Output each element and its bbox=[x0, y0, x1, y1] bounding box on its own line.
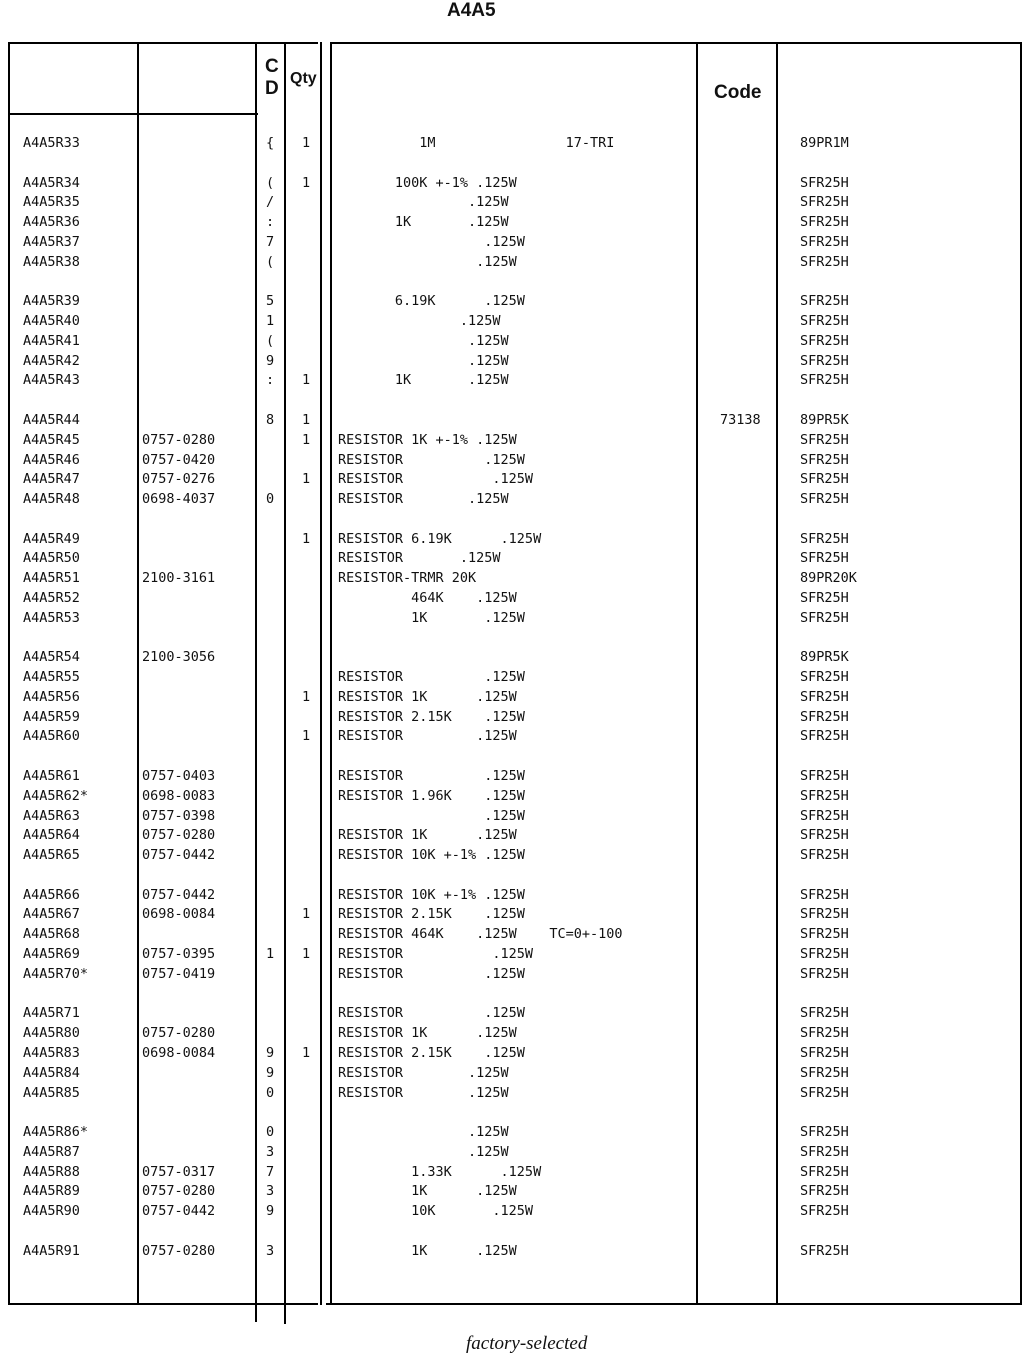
cell-check-digit: 0 bbox=[266, 1085, 275, 1101]
cell-description: RESISTOR .125W bbox=[338, 669, 525, 685]
cell-part-number: 0757-0442 bbox=[142, 847, 216, 863]
cell-mfr-part: SFR25H bbox=[800, 432, 849, 448]
cell-mfr-part: SFR25H bbox=[800, 946, 849, 962]
cell-check-digit: ( bbox=[266, 254, 275, 270]
cell-part-number: 0757-0276 bbox=[142, 471, 216, 487]
cell-mfr-part: SFR25H bbox=[800, 709, 849, 725]
cell-check-digit: 3 bbox=[266, 1183, 275, 1199]
header-d: D bbox=[265, 78, 279, 99]
cell-reference: A4A5R67 bbox=[23, 906, 80, 922]
cell-mfr-part: SFR25H bbox=[800, 333, 849, 349]
cell-qty: 1 bbox=[302, 471, 311, 487]
cell-mfr-part: 89PR20K bbox=[800, 570, 857, 586]
cell-description: .125W bbox=[338, 194, 509, 210]
cell-check-digit: 9 bbox=[266, 1045, 275, 1061]
col-divider bbox=[320, 42, 322, 1305]
cell-reference: A4A5R49 bbox=[23, 531, 80, 547]
cell-mfr-part: SFR25H bbox=[800, 1085, 849, 1101]
cell-description: .125W bbox=[338, 808, 525, 824]
cell-reference: A4A5R50 bbox=[23, 550, 80, 566]
cell-part-number: 0757-0419 bbox=[142, 966, 216, 982]
cell-reference: A4A5R87 bbox=[23, 1144, 80, 1160]
header-c: C bbox=[265, 56, 279, 77]
cell-mfr-part: SFR25H bbox=[800, 1124, 849, 1140]
cell-description: RESISTOR-TRMR 20K bbox=[338, 570, 477, 586]
cell-mfr-part: SFR25H bbox=[800, 1203, 849, 1219]
cell-check-digit: ( bbox=[266, 333, 275, 349]
cell-mfr-part: SFR25H bbox=[800, 1045, 849, 1061]
cell-qty: 1 bbox=[302, 135, 311, 151]
cell-description: RESISTOR .125W bbox=[338, 946, 534, 962]
cell-reference: A4A5R52 bbox=[23, 590, 80, 606]
cell-reference: A4A5R35 bbox=[23, 194, 80, 210]
cell-qty: 1 bbox=[302, 689, 311, 705]
cell-part-number: 0757-0398 bbox=[142, 808, 216, 824]
cell-reference: A4A5R84 bbox=[23, 1065, 80, 1081]
cell-description: .125W bbox=[338, 254, 517, 270]
cell-mfr-part: SFR25H bbox=[800, 471, 849, 487]
cell-reference: A4A5R53 bbox=[23, 610, 80, 626]
col-divider bbox=[137, 42, 139, 1305]
cell-check-digit: { bbox=[266, 135, 275, 151]
cell-description: RESISTOR .125W bbox=[338, 768, 525, 784]
cell-reference: A4A5R69 bbox=[23, 946, 80, 962]
cell-check-digit: 9 bbox=[266, 353, 275, 369]
cell-description: 100K +-1% .125W bbox=[338, 175, 517, 191]
cell-mfr-part: SFR25H bbox=[800, 293, 849, 309]
cell-reference: A4A5R56 bbox=[23, 689, 80, 705]
cell-reference: A4A5R43 bbox=[23, 372, 80, 388]
cell-part-number: 0757-0280 bbox=[142, 827, 216, 843]
col-divider bbox=[284, 42, 286, 1324]
cell-check-digit: : bbox=[266, 372, 275, 388]
table-bottom-rule-right bbox=[326, 1303, 1022, 1305]
cell-mfr-part: SFR25H bbox=[800, 689, 849, 705]
cell-reference: A4A5R88 bbox=[23, 1164, 80, 1180]
cell-reference: A4A5R70* bbox=[23, 966, 89, 982]
cell-description: 1K .125W bbox=[338, 1183, 517, 1199]
cell-check-digit: : bbox=[266, 214, 275, 230]
cell-reference: A4A5R71 bbox=[23, 1005, 80, 1021]
cell-reference: A4A5R62* bbox=[23, 788, 89, 804]
header-bottom-rule bbox=[8, 113, 258, 115]
cell-description: RESISTOR 10K +-1% .125W bbox=[338, 887, 525, 903]
cell-mfr-part: 89PR5K bbox=[800, 649, 849, 665]
cell-description: RESISTOR 6.19K .125W bbox=[338, 531, 542, 547]
cell-qty: 1 bbox=[302, 372, 311, 388]
cell-mfr-part: SFR25H bbox=[800, 847, 849, 863]
cell-part-number: 0757-0280 bbox=[142, 1025, 216, 1041]
cell-mfr-part: 89PR1M bbox=[800, 135, 849, 151]
cell-mfr-part: SFR25H bbox=[800, 1025, 849, 1041]
cell-part-number: 0757-0403 bbox=[142, 768, 216, 784]
cell-description: 1K .125W bbox=[338, 610, 525, 626]
cell-check-digit: 8 bbox=[266, 412, 275, 428]
cell-part-number: 0757-0280 bbox=[142, 1183, 216, 1199]
cell-reference: A4A5R91 bbox=[23, 1243, 80, 1259]
cell-description: 1M 17-TRI bbox=[338, 135, 615, 151]
cell-mfr-part: SFR25H bbox=[800, 610, 849, 626]
cell-check-digit: 3 bbox=[266, 1144, 275, 1160]
cell-qty: 1 bbox=[302, 531, 311, 547]
cell-mfr-part: SFR25H bbox=[800, 531, 849, 547]
cell-reference: A4A5R89 bbox=[23, 1183, 80, 1199]
col-divider bbox=[255, 42, 257, 1322]
cell-mfr-part: SFR25H bbox=[800, 590, 849, 606]
cell-reference: A4A5R38 bbox=[23, 254, 80, 270]
cell-part-number: 0698-0083 bbox=[142, 788, 216, 804]
cell-qty: 1 bbox=[302, 432, 311, 448]
table-top-rule-right bbox=[330, 42, 1022, 44]
cell-description: .125W bbox=[338, 353, 509, 369]
cell-check-digit: 7 bbox=[266, 1164, 275, 1180]
cell-reference: A4A5R64 bbox=[23, 827, 80, 843]
cell-description: 6.19K .125W bbox=[338, 293, 525, 309]
cell-check-digit: 7 bbox=[266, 234, 275, 250]
cell-check-digit: 3 bbox=[266, 1243, 275, 1259]
cell-mfr-part: SFR25H bbox=[800, 1144, 849, 1160]
cell-description: RESISTOR 2.15K .125W bbox=[338, 906, 525, 922]
cell-mfr-part: SFR25H bbox=[800, 313, 849, 329]
cell-mfr-part: SFR25H bbox=[800, 808, 849, 824]
cell-part-number: 0757-0442 bbox=[142, 1203, 216, 1219]
cell-part-number: 0698-4037 bbox=[142, 491, 216, 507]
cell-check-digit: 9 bbox=[266, 1203, 275, 1219]
cell-qty: 1 bbox=[302, 412, 311, 428]
cell-check-digit: ( bbox=[266, 175, 275, 191]
cell-mfr-part: SFR25H bbox=[800, 372, 849, 388]
cell-part-number: 0757-0420 bbox=[142, 452, 216, 468]
cell-check-digit: 9 bbox=[266, 1065, 275, 1081]
cell-check-digit: 5 bbox=[266, 293, 275, 309]
cell-qty: 1 bbox=[302, 1045, 311, 1061]
cell-reference: A4A5R40 bbox=[23, 313, 80, 329]
cell-description: RESISTOR .125W bbox=[338, 966, 525, 982]
cell-check-digit: 0 bbox=[266, 1124, 275, 1140]
cell-reference: A4A5R63 bbox=[23, 808, 80, 824]
cell-description: RESISTOR 464K .125W TC=0+-100 bbox=[338, 926, 623, 942]
cell-description: 10K .125W bbox=[338, 1203, 534, 1219]
cell-mfr-part: SFR25H bbox=[800, 353, 849, 369]
cell-check-digit: 0 bbox=[266, 491, 275, 507]
cell-description: RESISTOR 1K +-1% .125W bbox=[338, 432, 517, 448]
cell-check-digit: / bbox=[266, 194, 275, 210]
cell-reference: A4A5R44 bbox=[23, 412, 80, 428]
cell-part-number: 0757-0280 bbox=[142, 432, 216, 448]
cell-description: 1K .125W bbox=[338, 372, 509, 388]
cell-mfr-part: SFR25H bbox=[800, 194, 849, 210]
cell-qty: 1 bbox=[302, 906, 311, 922]
cell-part-number: 0698-0084 bbox=[142, 906, 216, 922]
col-divider bbox=[1020, 42, 1022, 1305]
cell-description: 1.33K .125W bbox=[338, 1164, 542, 1180]
cell-description: RESISTOR .125W bbox=[338, 1005, 525, 1021]
cell-check-digit: 1 bbox=[266, 313, 275, 329]
cell-qty: 1 bbox=[302, 728, 311, 744]
cell-reference: A4A5R60 bbox=[23, 728, 80, 744]
cell-mfr-part: SFR25H bbox=[800, 175, 849, 191]
cell-description: RESISTOR .125W bbox=[338, 491, 509, 507]
cell-mfr-part: SFR25H bbox=[800, 234, 849, 250]
cell-mfr-part: SFR25H bbox=[800, 1065, 849, 1081]
header-code: Code bbox=[714, 82, 762, 103]
page-title: A4A5 bbox=[447, 0, 496, 21]
cell-mfr-part: SFR25H bbox=[800, 491, 849, 507]
cell-reference: A4A5R39 bbox=[23, 293, 80, 309]
cell-reference: A4A5R45 bbox=[23, 432, 80, 448]
cell-reference: A4A5R47 bbox=[23, 471, 80, 487]
cell-mfr-part: SFR25H bbox=[800, 254, 849, 270]
cell-part-number: 0757-0317 bbox=[142, 1164, 216, 1180]
cell-description: RESISTOR 1K .125W bbox=[338, 827, 517, 843]
cell-reference: A4A5R37 bbox=[23, 234, 80, 250]
cell-part-number: 0757-0442 bbox=[142, 887, 216, 903]
cell-qty: 1 bbox=[302, 175, 311, 191]
cell-part-number: 0757-0395 bbox=[142, 946, 216, 962]
cell-mfr-part: SFR25H bbox=[800, 768, 849, 784]
cell-mfr-part: SFR25H bbox=[800, 728, 849, 744]
cell-description: RESISTOR 10K +-1% .125W bbox=[338, 847, 525, 863]
cell-reference: A4A5R41 bbox=[23, 333, 80, 349]
cell-part-number: 2100-3056 bbox=[142, 649, 216, 665]
cell-part-number: 0757-0280 bbox=[142, 1243, 216, 1259]
cell-part-number: 0698-0084 bbox=[142, 1045, 216, 1061]
cell-description: RESISTOR .125W bbox=[338, 452, 525, 468]
cell-reference: A4A5R68 bbox=[23, 926, 80, 942]
cell-mfr-part: SFR25H bbox=[800, 1164, 849, 1180]
cell-reference: A4A5R42 bbox=[23, 353, 80, 369]
cell-reference: A4A5R83 bbox=[23, 1045, 80, 1061]
cell-description: RESISTOR .125W bbox=[338, 550, 501, 566]
cell-mfr-part: SFR25H bbox=[800, 788, 849, 804]
cell-description: RESISTOR .125W bbox=[338, 1085, 509, 1101]
cell-reference: A4A5R36 bbox=[23, 214, 80, 230]
cell-reference: A4A5R46 bbox=[23, 452, 80, 468]
cell-mfr-part: SFR25H bbox=[800, 669, 849, 685]
cell-reference: A4A5R34 bbox=[23, 175, 80, 191]
cell-reference: A4A5R51 bbox=[23, 570, 80, 586]
cell-mfr-part: SFR25H bbox=[800, 1183, 849, 1199]
cell-mfr-part: SFR25H bbox=[800, 214, 849, 230]
cell-mfr-part: SFR25H bbox=[800, 1243, 849, 1259]
col-divider bbox=[8, 42, 10, 1305]
header-qty: Qty bbox=[290, 70, 317, 87]
table-top-rule bbox=[8, 42, 318, 44]
cell-description: .125W bbox=[338, 313, 501, 329]
cell-description: RESISTOR 2.15K .125W bbox=[338, 709, 525, 725]
footnote: factory-selected bbox=[466, 1333, 588, 1354]
cell-reference: A4A5R65 bbox=[23, 847, 80, 863]
cell-reference: A4A5R54 bbox=[23, 649, 80, 665]
col-divider bbox=[696, 42, 698, 1305]
cell-mfr-part: SFR25H bbox=[800, 452, 849, 468]
cell-description: RESISTOR .125W bbox=[338, 728, 517, 744]
cell-reference: A4A5R85 bbox=[23, 1085, 80, 1101]
cell-check-digit: 1 bbox=[266, 946, 275, 962]
cell-reference: A4A5R55 bbox=[23, 669, 80, 685]
cell-description: .125W bbox=[338, 333, 509, 349]
cell-qty: 1 bbox=[302, 946, 311, 962]
cell-description: RESISTOR 1.96K .125W bbox=[338, 788, 525, 804]
cell-reference: A4A5R59 bbox=[23, 709, 80, 725]
cell-reference: A4A5R80 bbox=[23, 1025, 80, 1041]
cell-description: RESISTOR 1K .125W bbox=[338, 689, 517, 705]
cell-mfr-part: SFR25H bbox=[800, 926, 849, 942]
cell-description: .125W bbox=[338, 1144, 509, 1160]
cell-reference: A4A5R33 bbox=[23, 135, 80, 151]
cell-description: 1K .125W bbox=[338, 1243, 517, 1259]
cell-reference: A4A5R66 bbox=[23, 887, 80, 903]
cell-reference: A4A5R90 bbox=[23, 1203, 80, 1219]
cell-reference: A4A5R61 bbox=[23, 768, 80, 784]
cell-mfr-code: 73138 bbox=[720, 412, 761, 428]
cell-description: 464K .125W bbox=[338, 590, 517, 606]
col-divider bbox=[776, 42, 778, 1305]
cell-mfr-part: 89PR5K bbox=[800, 412, 849, 428]
cell-description: RESISTOR 1K .125W bbox=[338, 1025, 517, 1041]
col-divider bbox=[330, 42, 332, 1305]
cell-mfr-part: SFR25H bbox=[800, 827, 849, 843]
cell-mfr-part: SFR25H bbox=[800, 1005, 849, 1021]
cell-description: .125W bbox=[338, 1124, 509, 1140]
cell-mfr-part: SFR25H bbox=[800, 887, 849, 903]
cell-description: RESISTOR .125W bbox=[338, 1065, 509, 1081]
cell-mfr-part: SFR25H bbox=[800, 966, 849, 982]
cell-description: 1K .125W bbox=[338, 214, 509, 230]
cell-mfr-part: SFR25H bbox=[800, 550, 849, 566]
cell-mfr-part: SFR25H bbox=[800, 906, 849, 922]
cell-reference: A4A5R48 bbox=[23, 491, 80, 507]
cell-description: .125W bbox=[338, 234, 525, 250]
cell-reference: A4A5R86* bbox=[23, 1124, 89, 1140]
cell-part-number: 2100-3161 bbox=[142, 570, 216, 586]
cell-description: RESISTOR .125W bbox=[338, 471, 534, 487]
table-bottom-rule bbox=[8, 1303, 318, 1305]
cell-description: RESISTOR 2.15K .125W bbox=[338, 1045, 525, 1061]
